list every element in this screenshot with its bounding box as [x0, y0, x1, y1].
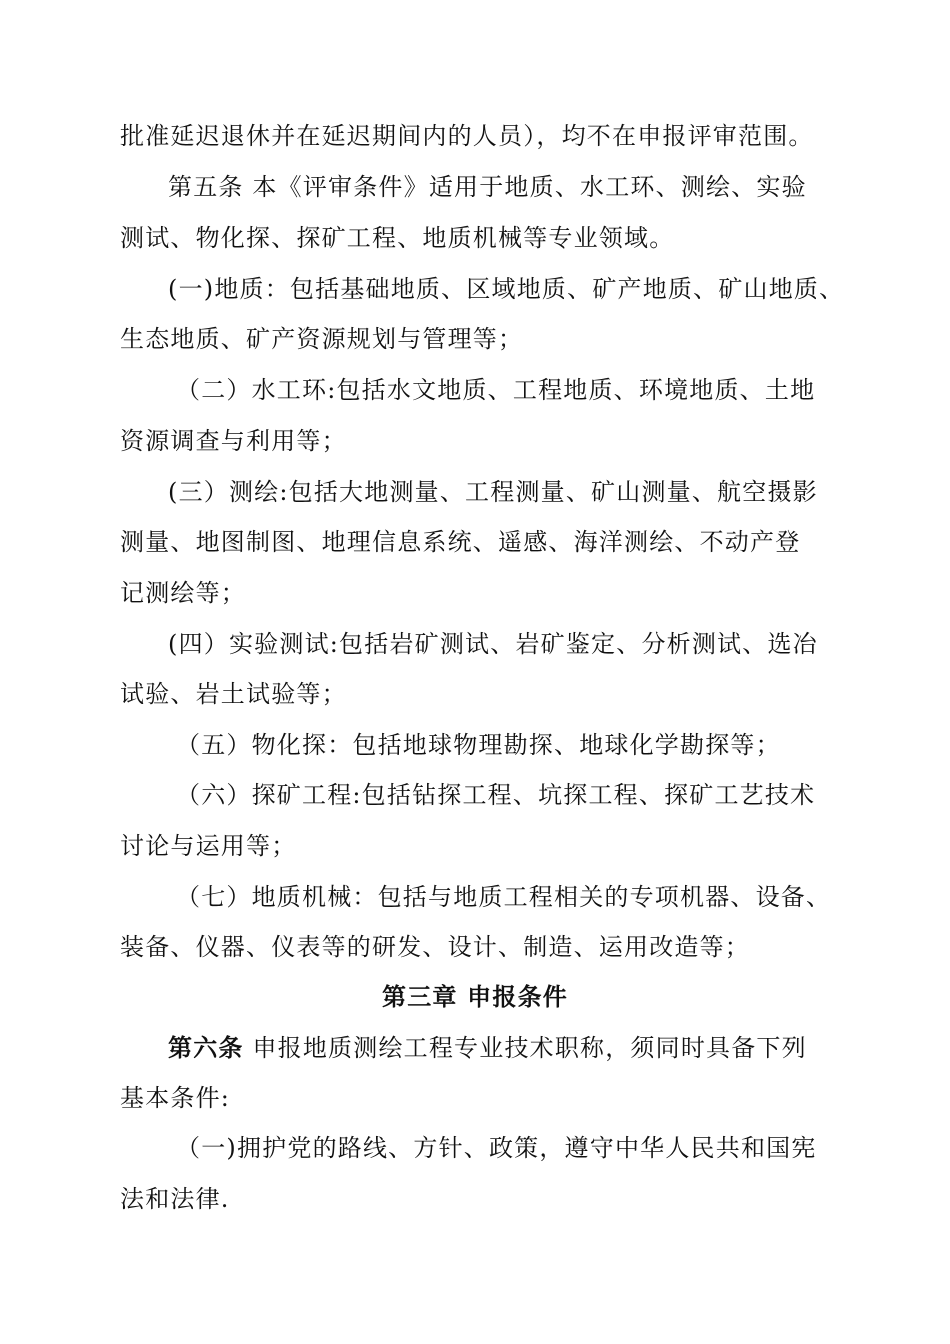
paragraph-line: 资源调查与利用等； — [120, 427, 347, 455]
chapter-heading: 第三章 申报条件 — [382, 983, 568, 1011]
paragraph-line: 生态地质、矿产资源规划与管理等； — [120, 325, 524, 353]
article-6-label: 第六条 — [168, 1034, 244, 1062]
paragraph-line: 试验、岩土试验等； — [120, 680, 347, 708]
paragraph-line: 记测绘等； — [120, 579, 246, 607]
item-geophysics-line: （五）物化探：包括地球物理勘探、地球化学勘探等； — [176, 731, 781, 759]
item-testing-line: (四）实验测试:包括岩矿测试、岩矿鉴定、分析测试、选冶 — [168, 630, 818, 658]
item-machinery-line: （七）地质机械：包括与地质工程相关的专项机器、设备、 — [176, 883, 832, 911]
paragraph-line: 批准延迟退休并在延迟期间内的人员），均不在申报评审范围。 — [120, 122, 814, 150]
paragraph-line: 法和法律. — [120, 1185, 230, 1213]
paragraph-line: 测试、物化探、探矿工程、地质机械等专业领域。 — [120, 224, 675, 252]
item-hydro-line: （二）水工环:包括水文地质、工程地质、环境地质、土地 — [176, 376, 816, 404]
article-5-line: 第五条 本《评审条件》适用于地质、水工环、测绘、实验 — [168, 173, 807, 201]
article-6-line — [168, 1033, 807, 1063]
paragraph-line: 装备、仪器、仪表等的研发、设计、制造、运用改造等； — [120, 933, 750, 961]
item-drilling-line: （六）探矿工程:包括钻探工程、坑探工程、探矿工艺技术 — [176, 781, 816, 809]
item-geology-line: (一)地质：包括基础地质、区域地质、矿产地质、矿山地质、 — [168, 275, 845, 303]
article-6-text: 申报地质测绘工程专业技术职称，须同时具备下列 — [243, 1034, 807, 1062]
paragraph-line: 测量、地图制图、地理信息系统、遥感、海洋测绘、不动产登 — [120, 528, 801, 556]
paragraph-line: 基本条件: — [120, 1084, 231, 1112]
condition-1-line: （一)拥护党的路线、方针、政策，遵守中华人民共和国宪 — [176, 1134, 817, 1162]
paragraph-line: 讨论与运用等； — [120, 832, 297, 860]
item-surveying-line: (三）测绘:包括大地测量、工程测量、矿山测量、航空摄影 — [168, 478, 818, 506]
